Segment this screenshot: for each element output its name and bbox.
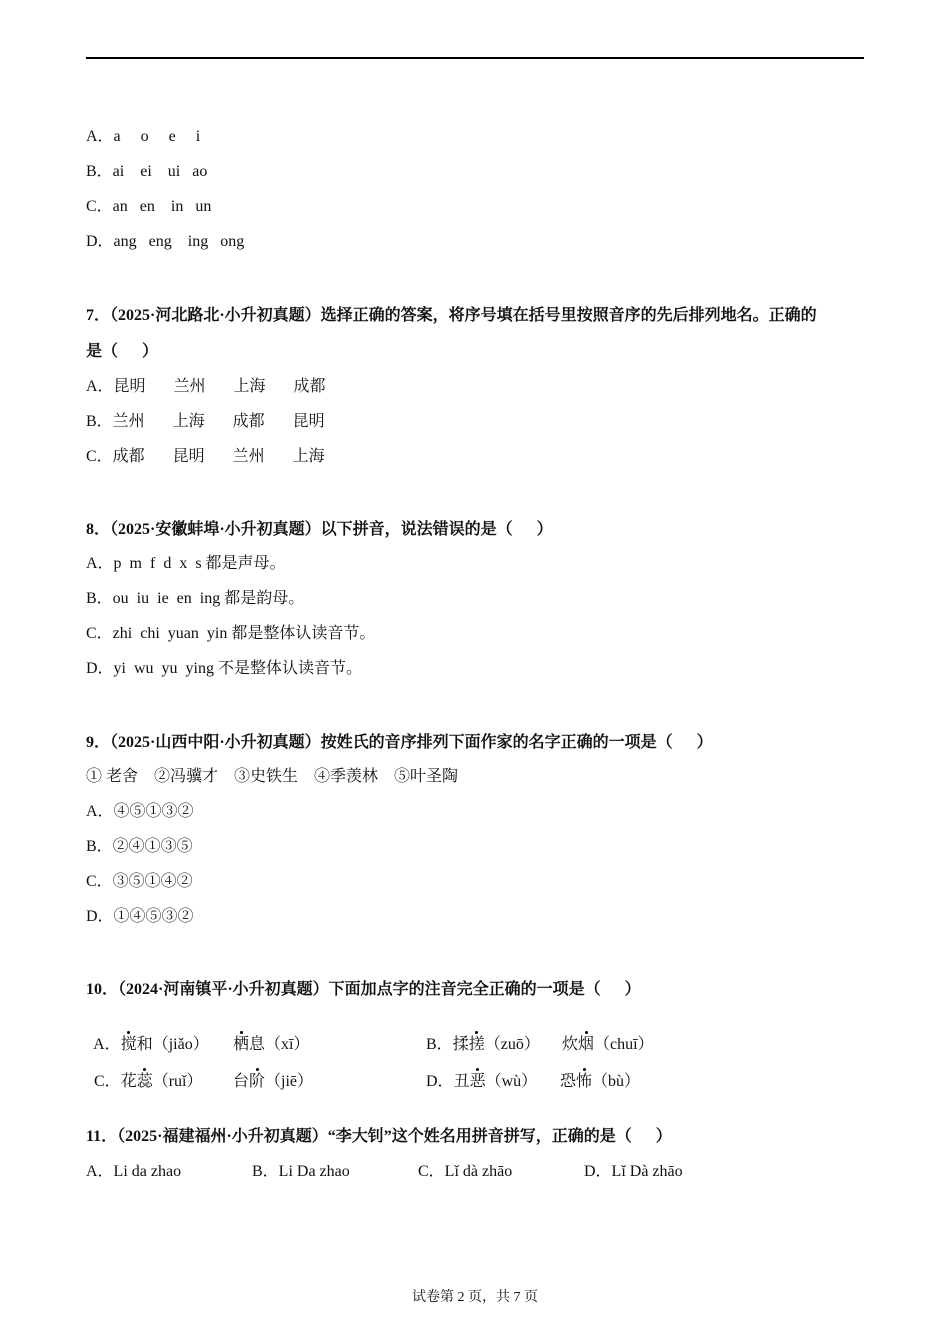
q7-option-a: A．昆明 兰州 上海 成都 bbox=[86, 378, 326, 395]
pinyin-note: （jiē） bbox=[265, 1073, 314, 1090]
q10-option-a bbox=[86, 1015, 209, 1055]
q11-option-d: D．Lǐ Dà zhāo bbox=[584, 1163, 683, 1180]
q6-option-b: B．ai ei ui ao bbox=[86, 163, 208, 180]
q10-option-c bbox=[86, 1052, 203, 1092]
q8-stem: 8．（2025·安徽蚌埠·小升初真题）以下拼音，说法错误的是（ ） bbox=[86, 521, 553, 538]
plain-char: 揉 bbox=[452, 1036, 469, 1053]
q6-option-d: D．ang eng ing ong bbox=[86, 233, 245, 250]
pinyin-note: （zuō） bbox=[484, 1036, 540, 1053]
q9-option-a: A．④⑤①③② bbox=[86, 803, 194, 820]
dotted-char: 蕊 bbox=[136, 1073, 153, 1090]
option-label: D． bbox=[426, 1073, 454, 1090]
q7-stem-line1: 7．（2025·河北路北·小升初真题）选择正确的答案，将序号填在括号里按照音序的先后排列地名。正确的 bbox=[86, 307, 817, 324]
q10-option-c-word2 bbox=[225, 1052, 313, 1092]
option-label: A． bbox=[93, 1036, 121, 1053]
pinyin-note: （chuī） bbox=[594, 1036, 654, 1053]
q7-option-c: C．成都 昆明 兰州 上海 bbox=[86, 448, 325, 465]
q11-option-a: A．Li da zhao bbox=[86, 1163, 182, 1180]
q11-option-b: B．Li Da zhao bbox=[252, 1163, 350, 1180]
plain-char: 炊 bbox=[562, 1036, 579, 1053]
dotted-char: 搅 bbox=[120, 1036, 137, 1053]
page-footer: 试卷第 2 页，共 7 页 bbox=[412, 1290, 538, 1305]
option-label: B． bbox=[426, 1036, 453, 1053]
q10-option-d bbox=[418, 1052, 537, 1092]
pinyin-note: 息（xī） bbox=[249, 1036, 310, 1053]
option-label: C． bbox=[94, 1073, 121, 1090]
q7-option-b: B．兰州 上海 成都 昆明 bbox=[86, 413, 325, 430]
q7-stem-line2: 是（ ） bbox=[86, 343, 159, 360]
q8-option-d: D．yi wu yu ying 不是整体认读音节。 bbox=[86, 660, 363, 677]
q9-stem: 9．（2025·山西中阳·小升初真题）按姓氏的音序排列下面作家的名字正确的一项是（ ） bbox=[86, 734, 713, 751]
q9-option-d: D．①④⑤③② bbox=[86, 908, 194, 925]
q6-option-a: A．a o e i bbox=[86, 128, 201, 145]
plain-char: 恐 bbox=[560, 1073, 577, 1090]
q10-option-d-word2 bbox=[552, 1052, 640, 1092]
header-rule bbox=[86, 57, 864, 59]
q11-option-c: C．Lǐ dà zhāo bbox=[418, 1163, 513, 1180]
plain-char: 台 bbox=[233, 1073, 250, 1090]
q9-option-c: C．③⑤①④② bbox=[86, 873, 193, 890]
dotted-char: 恶 bbox=[469, 1073, 486, 1090]
q8-option-a: A．p m f d x s 都是声母。 bbox=[86, 555, 286, 572]
plain-char: 丑 bbox=[453, 1073, 470, 1090]
q10-option-b bbox=[418, 1015, 540, 1055]
pinyin-note: （bù） bbox=[592, 1073, 641, 1090]
pinyin-note: （wù） bbox=[485, 1073, 538, 1090]
pinyin-note: （ruǐ） bbox=[152, 1073, 203, 1090]
dotted-char: 阶 bbox=[249, 1073, 266, 1090]
dotted-char: 栖 bbox=[233, 1036, 250, 1053]
plain-char: 花 bbox=[120, 1073, 137, 1090]
q10-stem: 10．（2024·河南镇平·小升初真题）下面加点字的注音完全正确的一项是（ ） bbox=[86, 981, 641, 998]
q10-option-b-word2 bbox=[554, 1015, 654, 1055]
q8-option-c: C．zhi chi yuan yin 都是整体认读音节。 bbox=[86, 625, 376, 642]
q9-names: ① 老舍 ②冯骥才 ③史铁生 ④季羡林 ⑤叶圣陶 bbox=[86, 768, 459, 785]
dotted-char: 烟 bbox=[578, 1036, 595, 1053]
q11-stem: 11．（2025·福建福州·小升初真题）“李大钊”这个姓名用拼音拼写，正确的是（ ） bbox=[86, 1128, 672, 1145]
dotted-char: 怖 bbox=[576, 1073, 593, 1090]
q6-option-c: C．an en in un bbox=[86, 198, 212, 215]
q9-option-b: B．②④①③⑤ bbox=[86, 838, 193, 855]
q10-option-a-word2 bbox=[225, 1015, 309, 1055]
dotted-char: 搓 bbox=[468, 1036, 485, 1053]
pinyin-note: 和（jiǎo） bbox=[136, 1036, 209, 1053]
q8-option-b: B．ou iu ie en ing 都是韵母。 bbox=[86, 590, 305, 607]
